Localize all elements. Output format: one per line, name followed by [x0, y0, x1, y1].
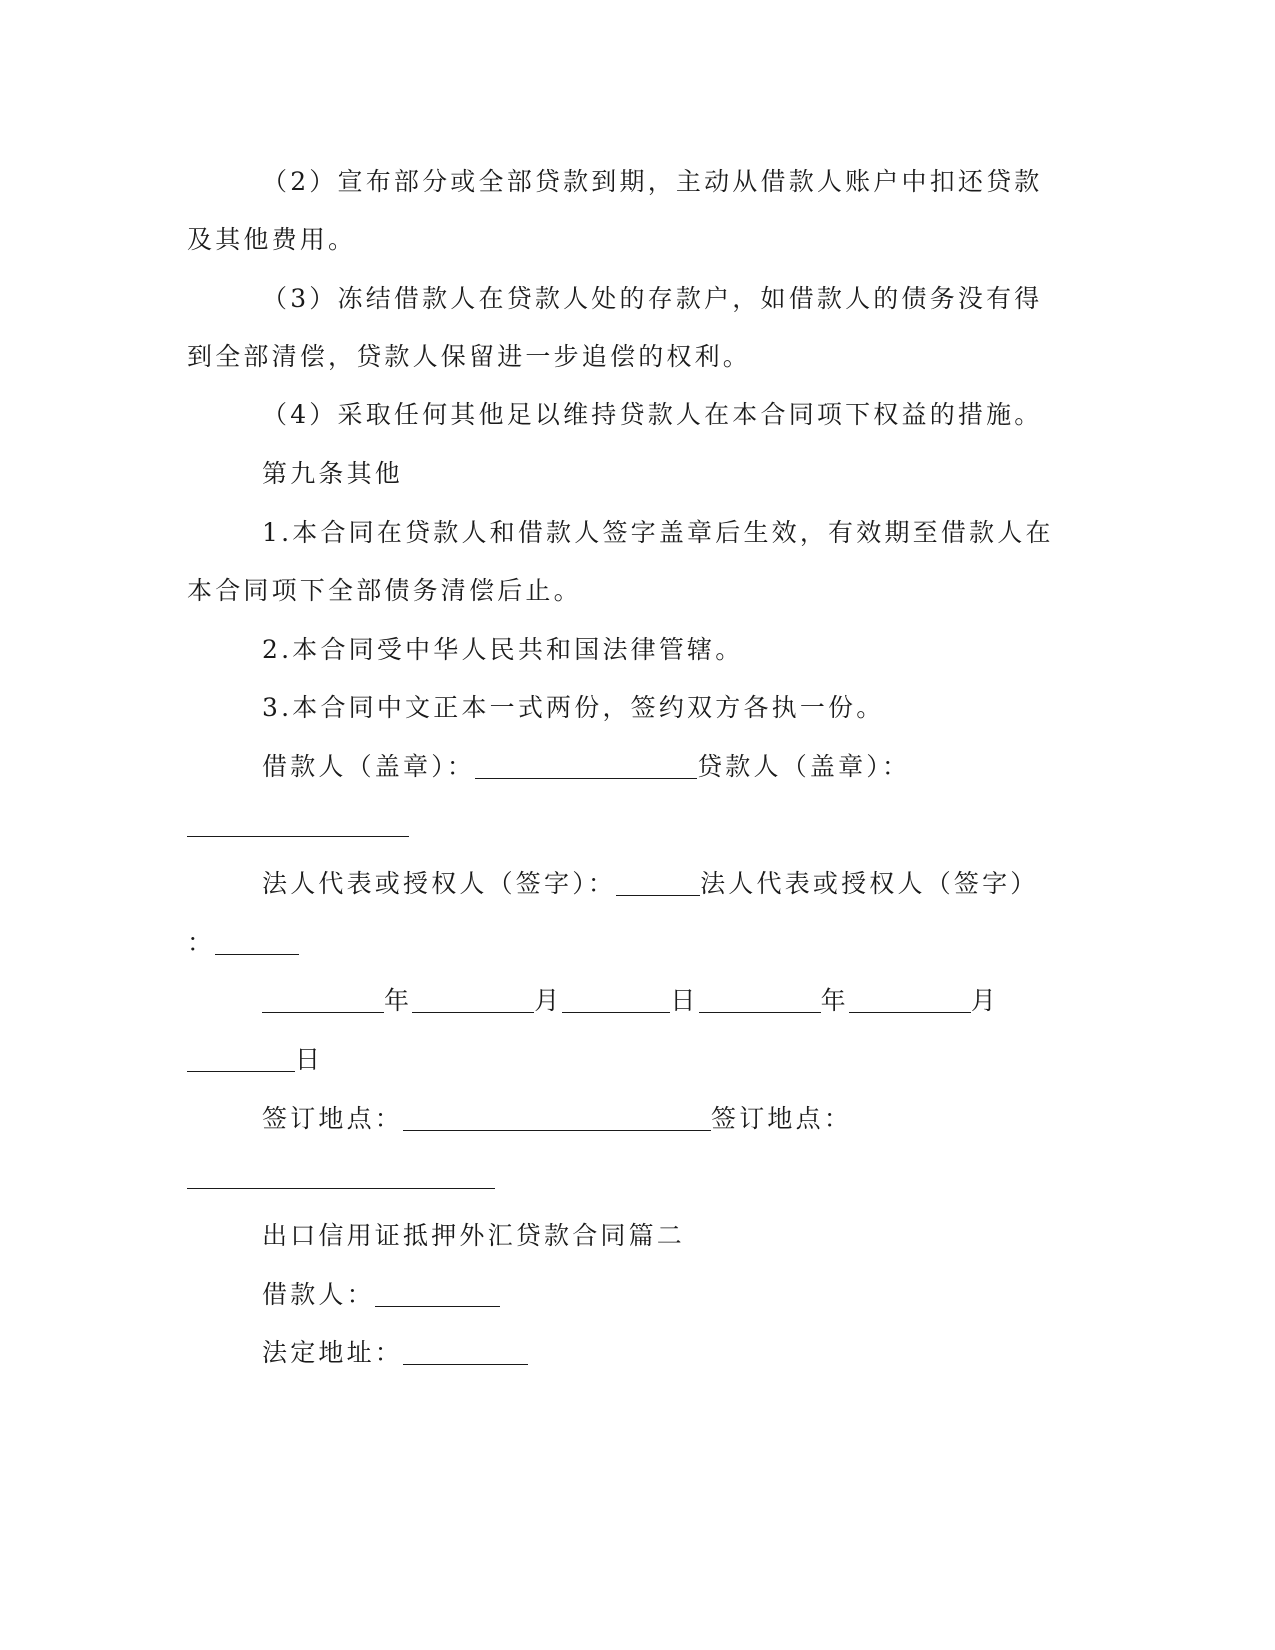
article-9-item-1-line-2: 本合同项下全部债务清偿后止。: [187, 576, 582, 605]
section-2-address-blank[interactable]: [403, 1338, 528, 1365]
seal-line: [262, 750, 1162, 784]
borrower-month-blank[interactable]: [412, 986, 534, 1013]
borrower-place-label: 签订地点：: [262, 1104, 404, 1133]
representative-line: [262, 867, 1162, 901]
month-label-2: 月: [970, 986, 1000, 1015]
section-2-borrower-line: [262, 1278, 1162, 1312]
day-label-2: 日: [295, 1045, 324, 1074]
clause-2-line-2: 及其他费用。: [187, 225, 357, 254]
place-line: [262, 1102, 1162, 1136]
borrower-rep-label: 法人代表或授权人（签字）：: [262, 869, 617, 898]
lender-place-label: 签订地点：: [711, 1104, 853, 1133]
lender-rep-line: [187, 926, 1087, 960]
lender-rep-colon: ：: [187, 928, 216, 957]
article-9-heading: 第九条其他: [262, 459, 404, 488]
date-line: [262, 984, 1162, 1018]
lender-seal-line: [187, 808, 1087, 842]
clause-3-line-1: （3）冻结借款人在贷款人处的存款户，如借款人的债务没有得: [262, 284, 1043, 313]
borrower-seal-blank[interactable]: [475, 752, 697, 779]
lender-place-line: [187, 1160, 1087, 1194]
lender-place-blank[interactable]: [187, 1162, 495, 1189]
year-label-2: 年: [820, 986, 849, 1015]
lender-seal-blank[interactable]: [187, 810, 409, 837]
borrower-place-blank[interactable]: [403, 1104, 711, 1131]
borrower-day-blank[interactable]: [562, 986, 670, 1013]
month-label-1: 月: [534, 986, 563, 1015]
article-9-item-1-line-1: 1.本合同在贷款人和借款人签字盖章后生效，有效期至借款人在: [262, 518, 1054, 547]
section-2-title: 出口信用证抵押外汇贷款合同篇二: [262, 1221, 686, 1250]
article-9-item-2: 2.本合同受中华人民共和国法律管辖。: [262, 635, 744, 664]
lender-rep-label: 法人代表或授权人（签字）: [700, 869, 1039, 898]
lender-month-blank[interactable]: [849, 986, 971, 1013]
day-label-1: 日: [670, 986, 699, 1015]
clause-3-line-2: 到全部清偿，贷款人保留进一步追偿的权利。: [187, 342, 752, 371]
borrower-seal-label: 借款人（盖章）：: [262, 752, 476, 781]
lender-day-blank[interactable]: [187, 1045, 295, 1072]
article-9-item-3: 3.本合同中文正本一式两份，签约双方各执一份。: [262, 693, 885, 722]
section-2-borrower-blank[interactable]: [375, 1280, 500, 1307]
clause-2-line-1: （2）宣布部分或全部贷款到期，主动从借款人账户中扣还贷款: [262, 167, 1043, 196]
lender-day-line: [187, 1043, 1087, 1077]
section-2-address-label: 法定地址：: [262, 1338, 404, 1367]
lender-year-blank[interactable]: [699, 986, 821, 1013]
borrower-year-blank[interactable]: [262, 986, 384, 1013]
borrower-rep-blank[interactable]: [616, 869, 700, 896]
lender-seal-label: 贷款人（盖章）：: [697, 752, 911, 781]
clause-4-line: （4）采取任何其他足以维持贷款人在本合同项下权益的措施。: [262, 400, 1043, 429]
year-label-1: 年: [384, 986, 413, 1015]
lender-rep-blank[interactable]: [215, 928, 299, 955]
section-2-address-line: [262, 1336, 1162, 1370]
section-2-borrower-label: 借款人：: [262, 1280, 375, 1309]
